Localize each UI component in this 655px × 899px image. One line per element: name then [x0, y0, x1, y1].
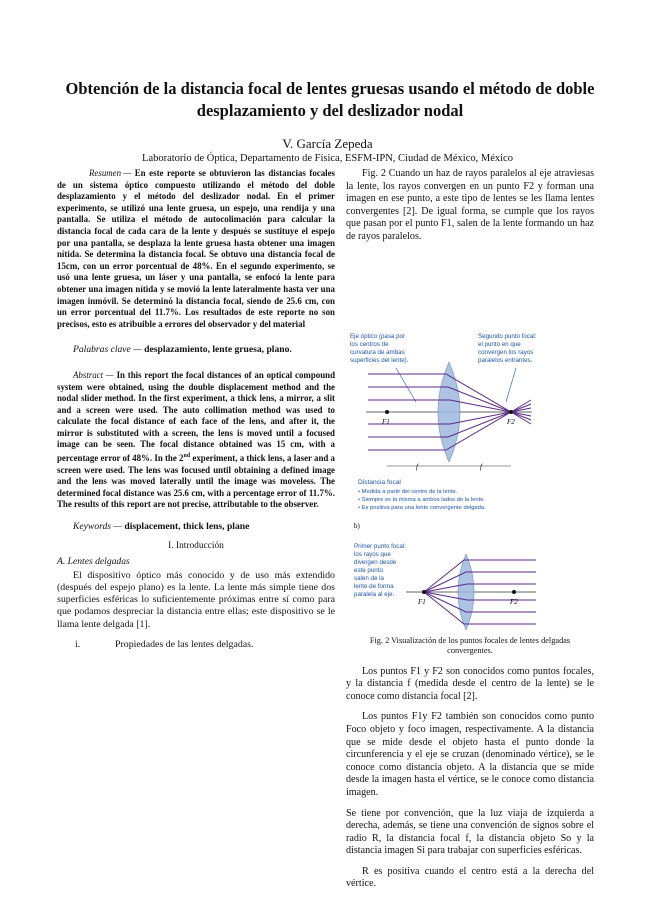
note-right: Segundo punto focal: el punto en que convergen los rayos paralelos entrantes. [478, 332, 537, 364]
figure-2b-diagram [346, 536, 594, 634]
list-text: Propiedades de las lentes delgadas. [115, 638, 254, 650]
subsection-heading: A. Lentes delgadas [57, 556, 130, 568]
point-f1-b [422, 590, 426, 594]
paragraph-foco-objeto: Los puntos F1y F2 también son conocidos como punto Foco objeto y foco imagen, respectivamente. A la distancia que se mide desde el objeto hasta el punto donde la circunferencia y el eje se cruzan (denominado vértice), se le conoce como distancia objeto. A la distancia que se mide desde la imagen hasta el vértice, se le conoce como distancia imagen. [346, 711, 594, 798]
abstract-label: Abstract — [73, 369, 114, 380]
lens-a [438, 362, 460, 462]
figure-caption: Fig. 2 Visualización de los puntos focales de lentes delgadas convergentes. [369, 635, 571, 655]
leader-right [506, 368, 516, 402]
resumen [57, 168, 335, 330]
abstract-text-1: In this report the focal distances of an optical compound system were obtained, using the double displacement method and the nodal slider method. In the first experiment, a thick lens, a mirror, a slit and a screen were used. The auto collimation method was used to calculate the focal distance of each face of the lens, and after it, the mirror is substituted with a screen, the lens is moved until a focused image can be seen. The focal distance obtained was 15 cm, with a percentage error of 48%. In the 2 [57, 369, 336, 464]
point-f2-b [512, 590, 516, 594]
palabras-clave [57, 344, 335, 356]
palabras-label: Palabras clave — [73, 344, 142, 356]
resumen-text: En este reporte se obtuvieron las distancias focales de un sistema óptico compuesto utilizando el método del doble desplazamiento y el método del deslizador nodal. En el primer experimento, se utilizó una lente gruesa, un espejo, una rendija y una pantalla. Se utiliza el método de autocolimación para calcular la distancia focal de cada cara de la lente y después se sustituye el espejo por una pantalla, se desplaza la lente gruesa hasta obtener una imagen nítida. Se determina la distancia focal. Se obtuvo una distancia focal de 15cm, con un error porcentual de 48%. En el segundo experimento, se usó una lente gruesa, un láser y una pantalla, se enfocó la lente para obtener una imagen nítida y se movió la lente lateralmente hasta ver una imagen inmóvil. Se determinó la distancia focal, siendo de 25.6 cm, con un error porcentual del 11.7%. Los resultados de este reporte no son precisos, esto es atribuible a errores del observador y del material [57, 168, 336, 329]
keywords-label: Keywords — [73, 521, 122, 532]
left-column [57, 168, 335, 650]
paragraph-convencion: Se tiene por convención, que la luz viaja de izquierda a derecha, además, se tiene una convención de signos sobre el radio R, la distancia focal f, la distancia objeto So y la distancia imagen Si para trabajar con superficies esféricas. [346, 807, 594, 857]
paragraph-r-positiva: R es positiva cuando el centro está a la derecha del vértice. [346, 865, 594, 890]
right-column [346, 168, 594, 899]
figure-2-diagram [346, 252, 594, 554]
author: V. García Zepeda [282, 136, 373, 151]
keywords-text: displacement, thick lens, plane [124, 521, 250, 532]
figure-2 [346, 252, 594, 554]
abstract [57, 370, 335, 511]
bullet-2: • Siempre es la misma a ambos lados de la lente. [358, 496, 486, 503]
label-f2-b: F2 [510, 597, 518, 606]
lens-b [458, 554, 474, 630]
bullet-1: • Medida a partir del centro de la lente. [358, 488, 458, 495]
resumen-label: Resumen — [89, 168, 132, 178]
list-number: i. [75, 638, 81, 650]
paragraph-fig2: Fig. 2 Cuando un haz de rayos paralelos al eje atraviesas la lente, los rayos convergen en un punto F2 y forman una imagen en ese punto, a este tipo de lentes se les llama lentes convergentes [2]. De igual forma, se cumple que los rayos que pasan por el punto F1, salen de la lente formando un haz de rayos paralelos. [346, 168, 594, 242]
figure-2b [346, 536, 594, 634]
point-f2 [509, 410, 513, 414]
abstract-sup: nd [183, 453, 191, 460]
keywords [57, 521, 335, 533]
paper-title: Obtención de la distancia focal de lentes gruesas usando el método de doble desplazamiento y del deslizador nodal [65, 79, 595, 120]
paragraph-puntos-focales: Los puntos F1 y F2 son conocidos como puntos focales, y la distancia f (medida desde el centro de la lente) se le conoce como distancia focal [2]. [346, 665, 594, 702]
distancia-focal-title: Distancia focal [358, 478, 401, 486]
section-heading: I. Introducción [168, 540, 224, 551]
label-f1-b: F1 [418, 597, 426, 606]
abstract-text-2: experiment, a thick lens, a laser and a screen were used. The lens was focused until obtaining a defined image and the lens was moved laterally until the image was moveless. The determined focal distance was 25.6 cm, with a percentage error of 11.7%. The results of this report are not precise, attributable to the observer. [57, 453, 335, 510]
leader-left [396, 368, 416, 402]
intro-paragraph: El dispositivo óptico más conocido y de uso más extendido (después del espejo plano) es la lente. La lente más simple tiene dos superficies esféricas lo suficientemente próximas entre sí como para que podamos despreciar la distancia entre ellas; este dispositivo se le llama lente delgada [1]. [57, 569, 335, 630]
palabras-text: desplazamiento, lente gruesa, plano. [144, 344, 292, 356]
f-label-2: f [480, 462, 482, 471]
label-f2-a: F2 [507, 417, 515, 426]
f-label-1: f [416, 462, 418, 471]
note-b: Primer punto focal: los rayos que divergen desde este punto salen de la lente de forma paralela al eje. [354, 542, 406, 598]
list-item [57, 639, 335, 651]
bullet-3: • Es positiva para una lente convergente delgada. [358, 504, 486, 511]
affiliation: Laboratorio de Óptica, Departamento de Física, ESFM-IPN, Ciudad de México, México [142, 153, 513, 164]
point-f1 [385, 410, 389, 414]
label-f1-a: F1 [382, 417, 390, 426]
note-left: Eje óptico (pasa por los centros de curvatura de ambas superficies del lente). [350, 332, 409, 364]
part-b-label: b) [354, 521, 360, 530]
